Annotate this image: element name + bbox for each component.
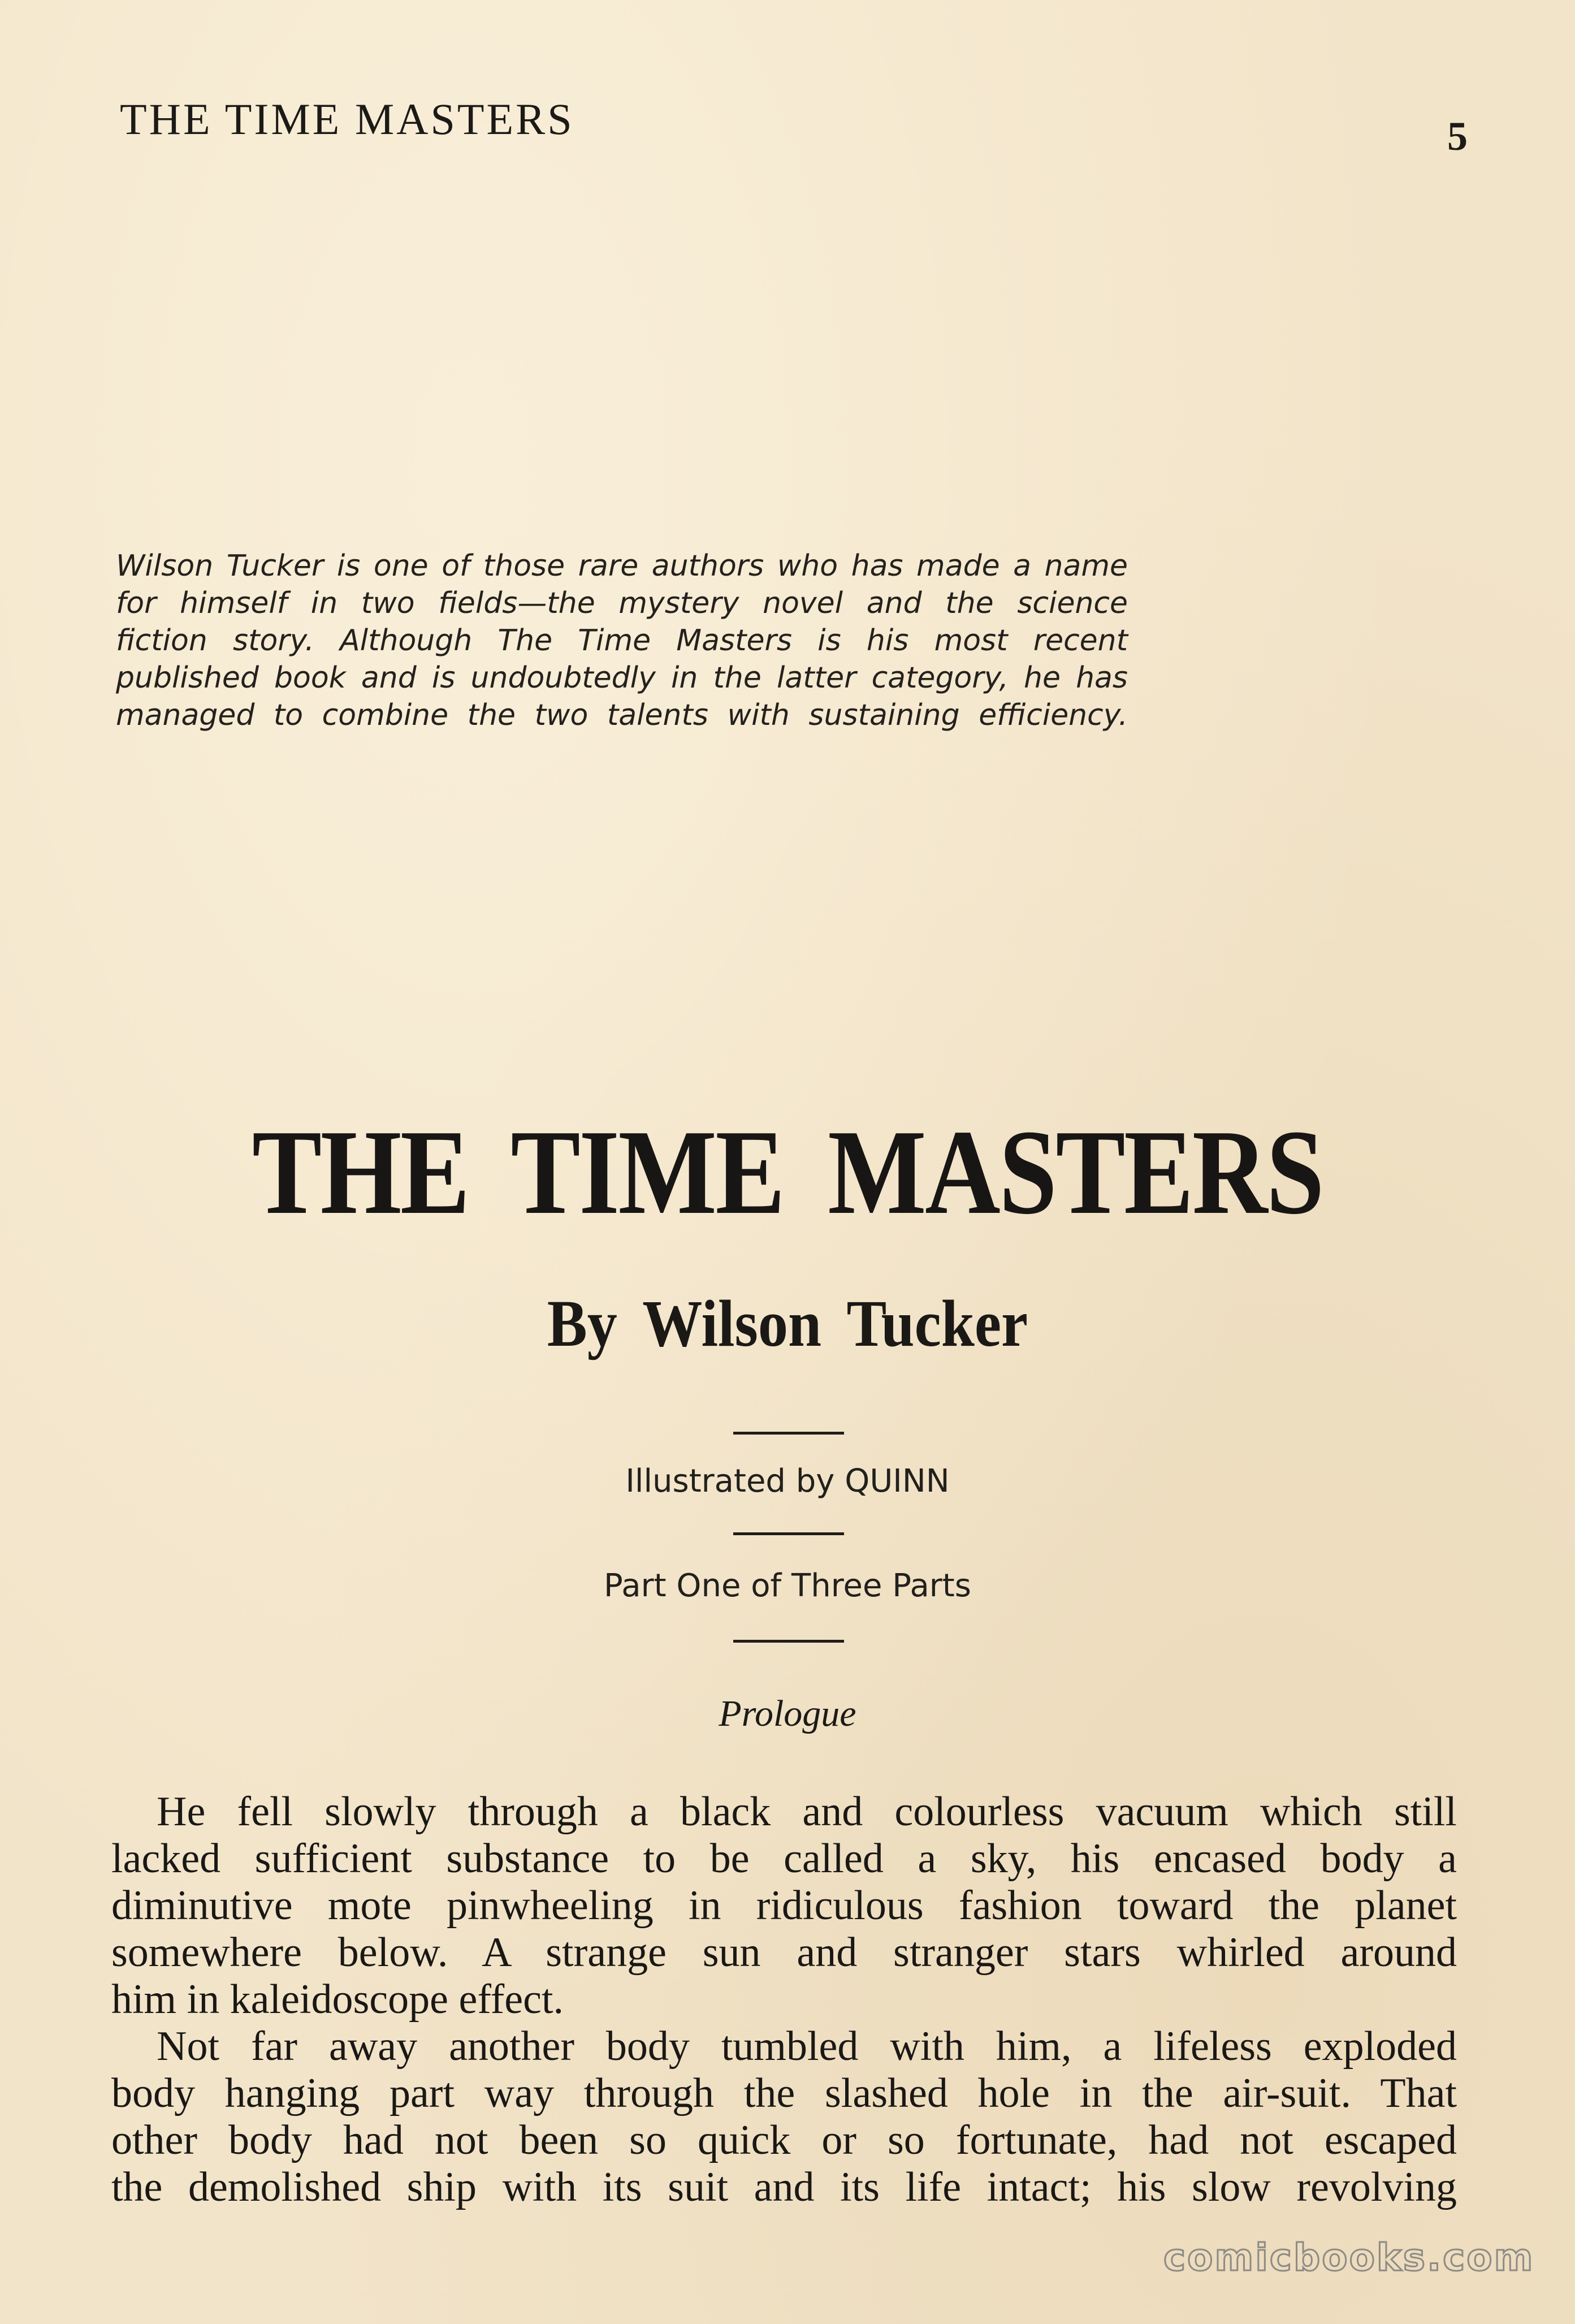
intro-line: published book and is undoubtedly in the latter category, he has xyxy=(116,661,1128,695)
body-line: somewhere below. A strange sun and stranger stars whirled around xyxy=(111,1929,1457,1976)
section-heading: Prologue xyxy=(719,1693,856,1734)
body-line: other body had not been so quick or so fortunate, had not escaped xyxy=(111,2117,1457,2163)
intro-line: for himself in two fields—the mystery novel and the science xyxy=(116,586,1128,620)
page-number: 5 xyxy=(1447,114,1468,159)
body-line: him in kaleidoscope effect. xyxy=(111,1976,564,2023)
site-watermark: comicbooks.com xyxy=(1163,2236,1535,2279)
intro-line: managed to combine the two talents with sustaining efficiency. xyxy=(116,698,1128,732)
body-line: He fell slowly through a black and colourless vacuum which still xyxy=(157,1789,1457,1835)
story-title: THE TIME MASTERS xyxy=(252,1104,1323,1239)
intro-line: Wilson Tucker is one of those rare authors who has made a name xyxy=(116,549,1128,583)
divider-rule xyxy=(733,1640,844,1643)
divider-rule xyxy=(733,1532,844,1535)
illustrator-credit: Illustrated by QUINN xyxy=(625,1463,950,1500)
story-byline: By Wilson Tucker xyxy=(547,1286,1028,1360)
divider-rule xyxy=(733,1432,844,1435)
author-introduction xyxy=(116,547,1128,734)
body-line: body hanging part way through the slashed hole in the air-suit. That xyxy=(111,2070,1457,2116)
body-line: diminutive mote pinwheeling in ridiculous fashion toward the planet xyxy=(111,1882,1457,1929)
body-line: the demolished ship with its suit and its life intact; his slow revolving xyxy=(111,2164,1457,2210)
running-head: THE TIME MASTERS xyxy=(120,94,574,144)
serial-part-label: Part One of Three Parts xyxy=(604,1567,971,1604)
body-line: Not far away another body tumbled with him, a lifeless exploded xyxy=(157,2023,1457,2070)
body-text xyxy=(111,1789,1457,2211)
intro-line: fiction story. Although The Time Masters is his most recent xyxy=(116,624,1128,658)
body-line: lacked sufficient substance to be called a sky, his encased body a xyxy=(111,1835,1457,1882)
